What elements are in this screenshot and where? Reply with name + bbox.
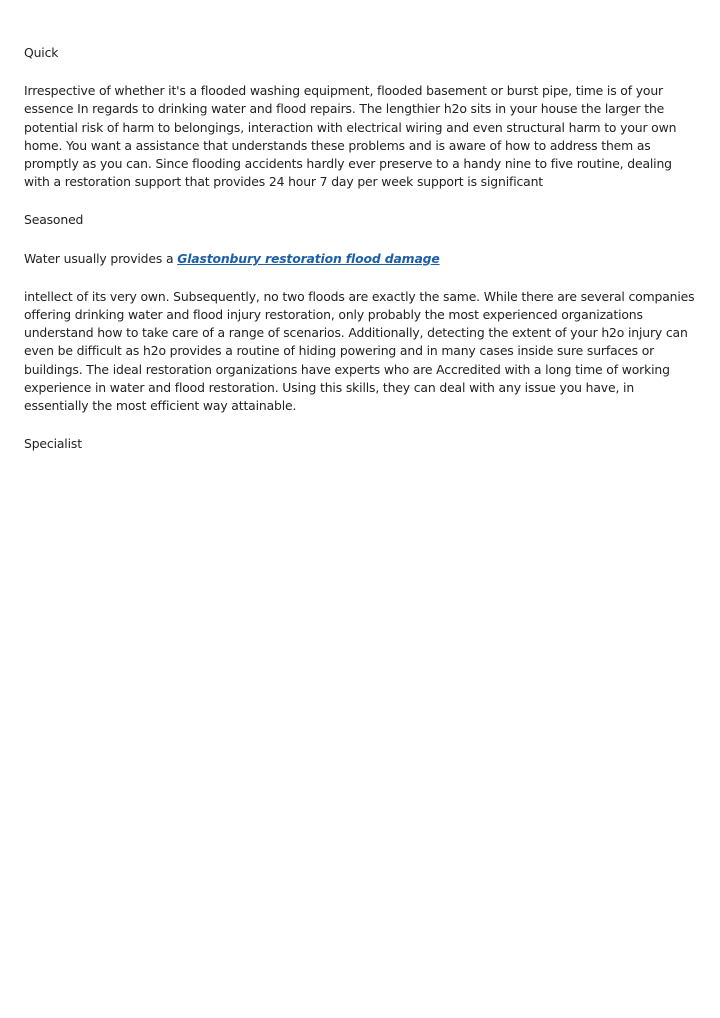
paragraph-experience: intellect of its very own. Subsequently, no two floods are exactly the same. While there are several companies offering drinking water and flood injury restoration, only probably the most experienced organizations understand how to take care of a range of scenarios. Additionally, detecting the extent of your h2o injury can even be difficult as h2o provides a routine of hiding powering and in many cases inside sure surfaces or buildings. The ideal restoration organizations have experts who are Accredited with a long time of working experience in water and flood restoration. Using this skills, they can deal with any issue you have, in essentially the most efficient way attainable.: [24, 288, 695, 414]
glastonbury-restoration-link[interactable]: Glastonbury restoration flood damage: [177, 250, 440, 266]
paragraph-intro: Irrespective of whether it's a flooded washing equipment, flooded basement or burst pipe, time is of your essence In regards to drinking water and flood repairs. The lengthier h2o sits in your house the larger the potential risk of harm to belongings, interaction with electrical wiring and even structural harm to your own home. You want a assistance that understands these problems and is aware of how to address them as promptly as you can. Since flooding accidents hardly ever preserve to a handy nine to five routine, dealing with a restoration support that provides 24 hour 7 day per week support is significant: [24, 83, 677, 190]
section-heading-seasoned: Seasoned: [24, 212, 84, 228]
document-body: [24, 44, 696, 473]
paragraph-with-link: [24, 250, 696, 268]
section-heading-specialist: Specialist: [24, 436, 82, 452]
section-heading-quick: Quick: [24, 45, 59, 60]
paragraph-link-prefix: Water usually provides a: [24, 250, 178, 266]
